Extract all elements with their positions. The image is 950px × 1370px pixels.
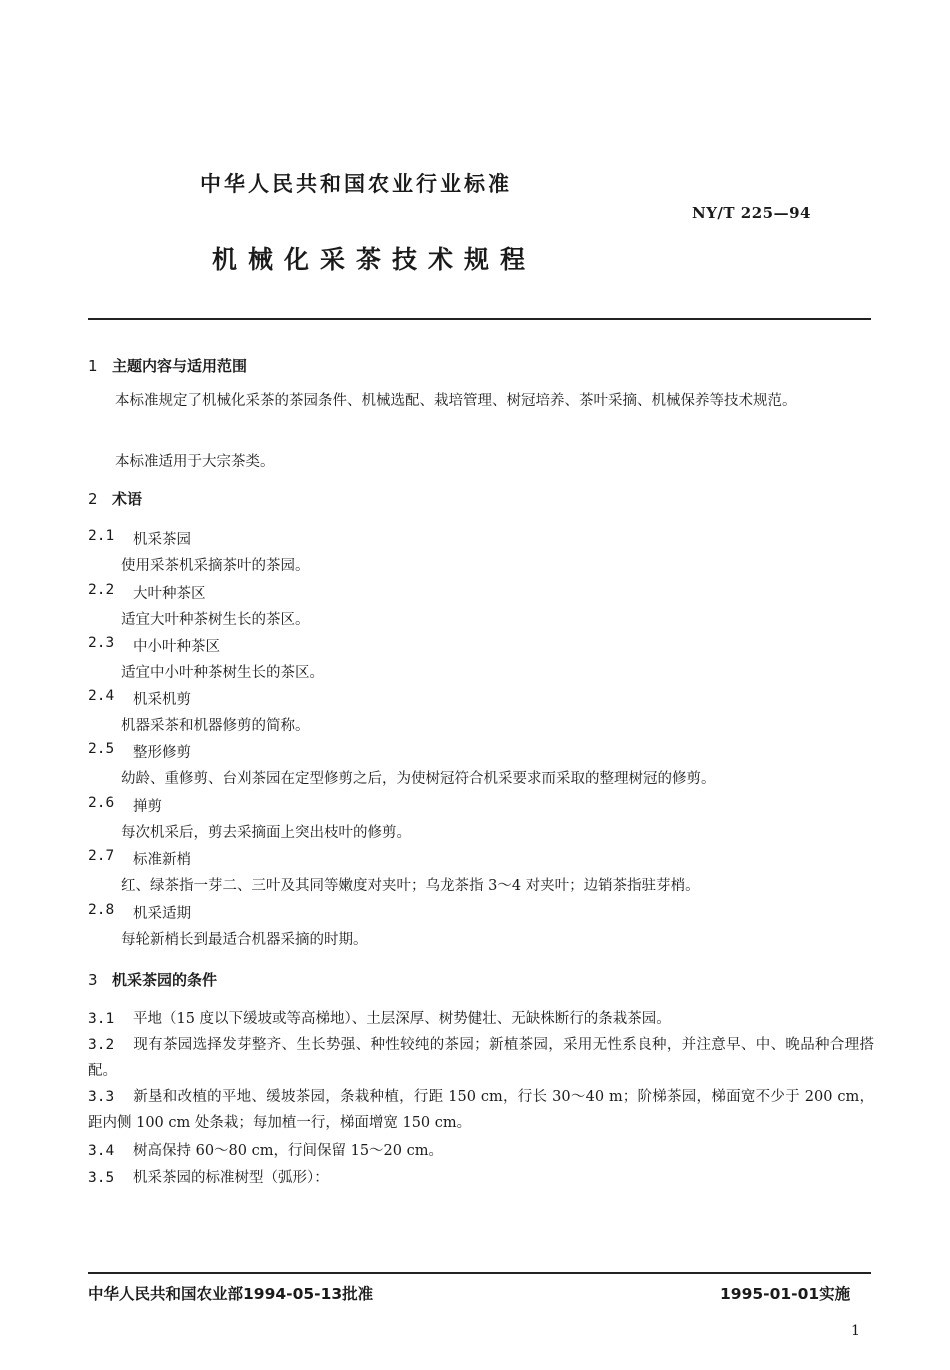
page-number: 1 — [851, 1323, 860, 1339]
clause — [88, 1084, 874, 1136]
term-definition: 使用采茶机采摘茶叶的茶园。 — [121, 558, 310, 574]
section-title: 主题内容与适用范围 — [112, 357, 248, 375]
standard-code: NY/T 225—94 — [692, 204, 811, 222]
clause-number: 3.5 — [88, 1170, 115, 1186]
term-number: 2.2 — [88, 582, 115, 598]
section-title: 术语 — [112, 490, 143, 508]
clause-text: 机采茶园的标准树型（弧形）： — [133, 1170, 329, 1186]
paragraph: 本标准适用于大宗茶类。 — [115, 454, 275, 470]
clause-text: 新垦和改植的平地、缓坡茶园，条栽种植，行距 150 cm，行长 30～40 m；阶梯茶园，梯面宽不少于 200 cm，距内侧 100 cm 处条栽；每加植一行，梯面增宽 150 cm。 — [88, 1089, 874, 1131]
clause — [88, 1006, 874, 1032]
section-3-heading — [88, 969, 217, 990]
term-number: 2.4 — [88, 688, 115, 704]
section-2-heading — [88, 488, 142, 509]
term-name: 机采机剪 — [133, 692, 191, 708]
clause — [88, 1165, 874, 1191]
term-definition: 红、绿茶指一芽二、三叶及其同等嫩度对夹叶；乌龙茶指 3～4 对夹叶；边销茶指驻芽梢。 — [121, 878, 700, 894]
term-name: 机采适期 — [133, 906, 191, 922]
section-title: 机采茶园的条件 — [112, 971, 218, 989]
term-definition: 适宜大叶种茶树生长的茶区。 — [121, 612, 310, 628]
clause-number: 3.2 — [88, 1037, 115, 1053]
clause-text: 树高保持 60～80 cm，行间保留 15～20 cm。 — [133, 1143, 443, 1159]
clause — [88, 1138, 874, 1164]
clause-number: 3.3 — [88, 1089, 115, 1105]
term-name: 掸剪 — [133, 799, 162, 815]
section-number: 1 — [88, 357, 98, 375]
term-number: 2.8 — [88, 902, 115, 918]
implementation-date: 1995-01-01实施 — [720, 1285, 851, 1303]
section-number: 2 — [88, 490, 98, 508]
term-number: 2.3 — [88, 635, 115, 651]
term-definition: 每次机采后，剪去采摘面上突出枝叶的修剪。 — [121, 825, 411, 841]
section-number: 3 — [88, 971, 98, 989]
standard-category: 中华人民共和国农业行业标准 — [200, 172, 512, 196]
term-name: 标准新梢 — [133, 852, 191, 868]
paragraph: 本标准规定了机械化采茶的茶园条件、机械选配、栽培管理、树冠培养、茶叶采摘、机械保养等技术规范。 — [115, 393, 797, 409]
document-title: 机械化采茶技术规程 — [212, 245, 537, 274]
term-name: 整形修剪 — [133, 745, 191, 761]
footer-rule — [88, 1272, 871, 1274]
header-rule — [88, 318, 871, 320]
term-name: 大叶种茶区 — [133, 586, 206, 602]
clause-text: 现有茶园选择发芽整齐、生长势强、种性较纯的茶园；新植茶园，采用无性系良种，并注意早、中、晚品种合理搭配。 — [88, 1037, 874, 1079]
clause-number: 3.1 — [88, 1011, 115, 1027]
term-definition: 每轮新梢长到最适合机器采摘的时期。 — [121, 932, 368, 948]
clause-number: 3.4 — [88, 1143, 115, 1159]
term-definition: 适宜中小叶种茶树生长的茶区。 — [121, 665, 324, 681]
term-definition: 机器采茶和机器修剪的简称。 — [121, 718, 310, 734]
clause — [88, 1032, 874, 1084]
term-definition: 幼龄、重修剪、台刈茶园在定型修剪之后，为使树冠符合机采要求而采取的整理树冠的修剪。 — [121, 771, 716, 787]
term-number: 2.5 — [88, 741, 115, 757]
term-name: 中小叶种茶区 — [133, 639, 220, 655]
term-number: 2.7 — [88, 848, 115, 864]
term-number: 2.1 — [88, 528, 115, 544]
term-name: 机采茶园 — [133, 532, 191, 548]
clause-text: 平地（15 度以下缓坡或等高梯地）、土层深厚、树势健壮、无缺株断行的条栽茶园。 — [133, 1011, 671, 1027]
approval-info: 中华人民共和国农业部1994-05-13批准 — [88, 1285, 374, 1303]
term-number: 2.6 — [88, 795, 115, 811]
section-1-heading — [88, 355, 247, 376]
